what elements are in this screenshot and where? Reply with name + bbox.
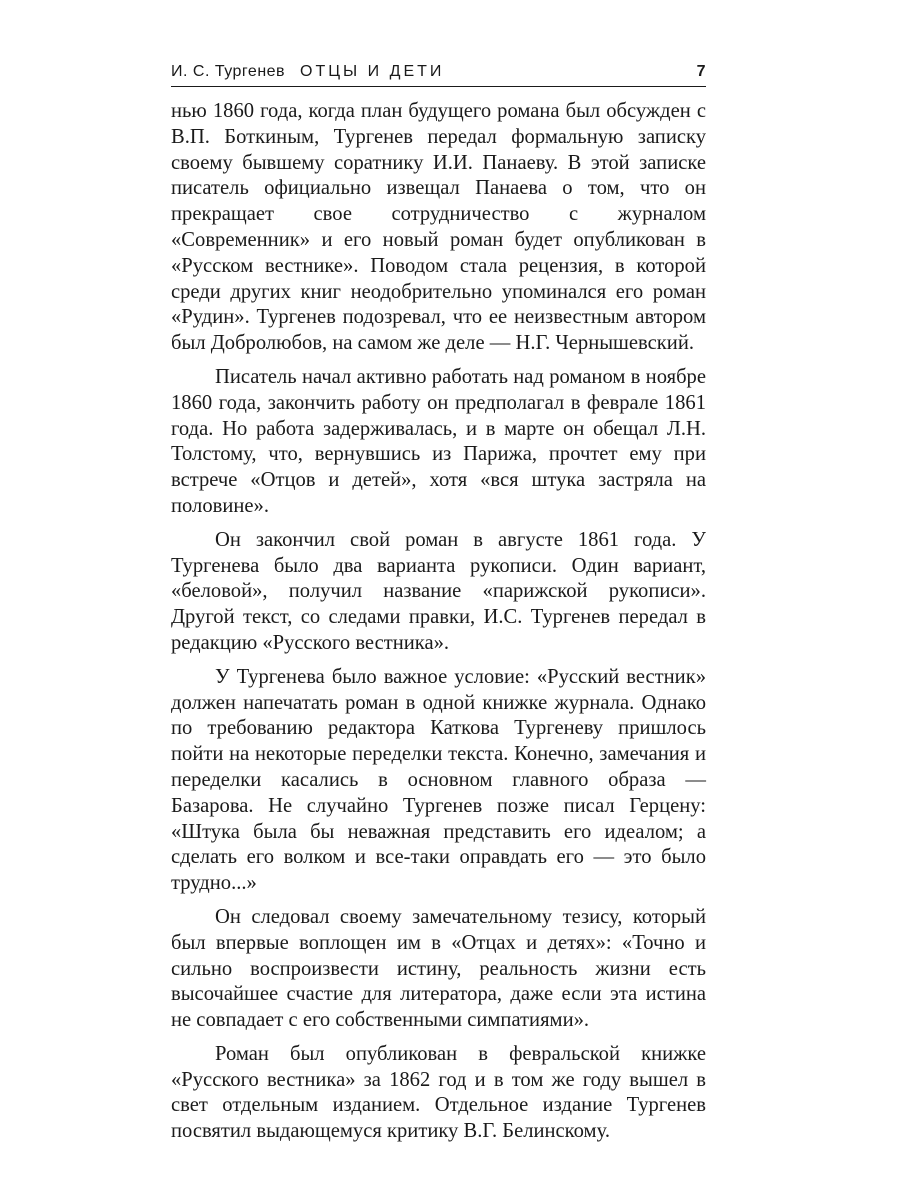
- paragraph: нью 1860 года, когда план будущего романа был обсужден с В.П. Боткиным, Тургенев передал формальную записку своему бывшему соратнику И.И. Панаеву. В этой записке писатель официально извещал Панаева о том, что он прекращает свое сотрудничество с журналом «Современник» и его новый роман будет опубликован в «Русском вестнике». Поводом стала рецензия, в которой среди других книг неодобрительно упоминался его роман «Рудин». Тургенев подозревал, что ее неизвестным автором был Добролюбов, на самом же деле — Н.Г. Чернышевский.: [171, 100, 706, 355]
- paragraph: Роман был опубликован в февральской книжке «Русского вестника» за 1862 год и в том же году вышел в свет отдельным изданием. Отдельное издание Тургенев посвятил выдающемуся критику В.Г. Белинскому.: [171, 1042, 706, 1143]
- running-head-author: И. С. Тургенев: [171, 63, 286, 80]
- page-number: 7: [696, 63, 706, 80]
- paragraph: Он закончил свой роман в августе 1861 года. У Тургенева было два варианта рукописи. Один вариант, «беловой», получил название «парижской рукописи». Другой текст, со следами правки, И.С. Тургенев передал в редакцию «Русского вестника».: [171, 528, 706, 654]
- paragraph: Он следовал своему замечательному тезису, который был впервые воплощен им в «Отцах и детях»: «Точно и сильно воспроизвести истину, реальность жизни есть высочайшее счастие для литератора, даже если эта истина не совпадает с его собственными симпатиями».: [171, 905, 706, 1032]
- book-page: [171, 56, 706, 1153]
- paragraph: Писатель начал активно работать над романом в ноябре 1860 года, закончить работу он предполагал в феврале 1861 года. Но работа задерживалась, и в марте он обещал Л.Н. Толстому, что, вернувшись из Парижа, прочтет ему при встрече «Отцов и детей», хотя «вся штука застряла на половине».: [171, 365, 706, 517]
- running-head: [171, 56, 706, 87]
- running-head-title: ОТЦЫ И ДЕТИ: [300, 63, 445, 80]
- body-text: [171, 99, 706, 1145]
- paragraph: У Тургенева было важное условие: «Русский вестник» должен напечатать роман в одной книжке журнала. Однако по требованию редактора Каткова Тургеневу пришлось пойти на некоторые переделки текста. Конечно, замечания и переделки касались в основном главного образа — Базарова. Не случайно Тургенев позже писал Герцену: «Штука была бы неважная представить его идеалом; а сделать его волком и все-таки оправдать его — это было трудно...»: [171, 665, 706, 895]
- running-head-left: [171, 63, 444, 81]
